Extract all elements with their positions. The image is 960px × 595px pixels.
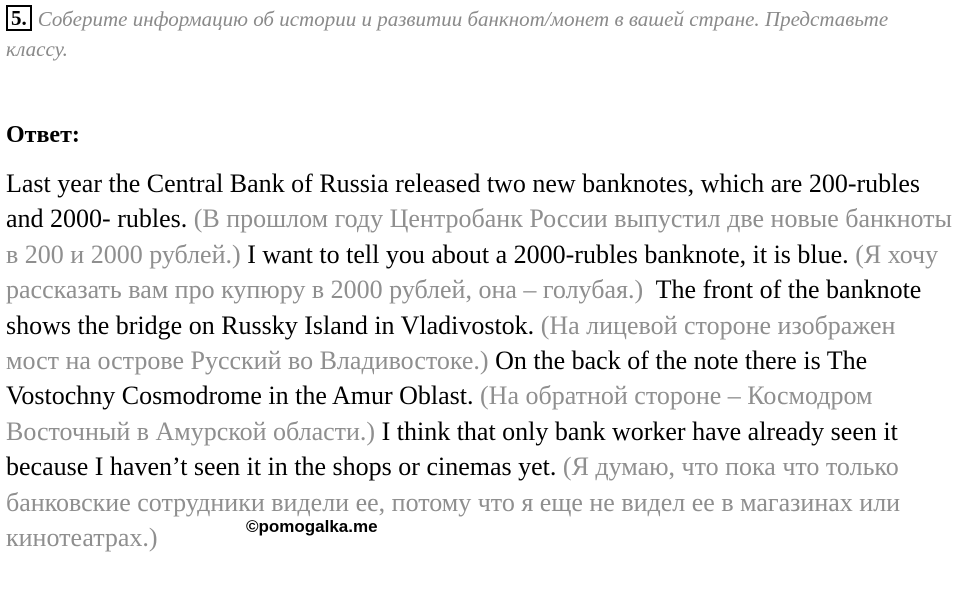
task-number: 5.: [6, 5, 32, 31]
answer-en-5: I think that only bank worker have already seen it because I haven’t seen it in the shops or cinemas yet.: [6, 416, 898, 482]
answer-en-4: On the back of the note there is The Vostochny Cosmodrome in the Amur Oblast.: [6, 346, 868, 411]
answer-en-3: The front of the banknote shows the bridge on Russky Island in Vladivostok.: [6, 275, 922, 340]
answer-text: [6, 166, 954, 555]
task-statement: [6, 4, 946, 64]
answer-en-1: Last year the Central Bank of Russia released two new banknotes, which are 200-rubles and 2000- rubles.: [6, 169, 921, 234]
watermark: ©pomogalka.me: [246, 517, 378, 536]
answer-ru-5: (Я думаю, что пока что только банковские сотрудники видели ее, потому что я еще не видел ее в магазинах или кинотеатрах.): [6, 452, 901, 553]
answer-ru-4: (На обратной стороне – Космодром Восточный в Амурской области.): [6, 381, 873, 446]
task-text: Соберите информацию об истории и развитии банкнот/монет в вашей стране. Представьте классу.: [6, 7, 889, 61]
answer-en-2: I want to tell you about a 2000-rubles banknote, it is blue.: [247, 239, 849, 269]
answer-ru-1: (В прошлом году Центробанк России выпустил две новые банкноты в 200 и 2000 рублей.): [6, 204, 952, 269]
answer-heading: Ответ:: [6, 122, 80, 148]
answer-ru-3: (На лицевой стороне изображен мост на острове Русский во Владивостоке.): [6, 310, 896, 376]
answer-ru-2: (Я хочу рассказать вам про купюру в 2000 рублей, она – голубая.): [6, 239, 939, 305]
